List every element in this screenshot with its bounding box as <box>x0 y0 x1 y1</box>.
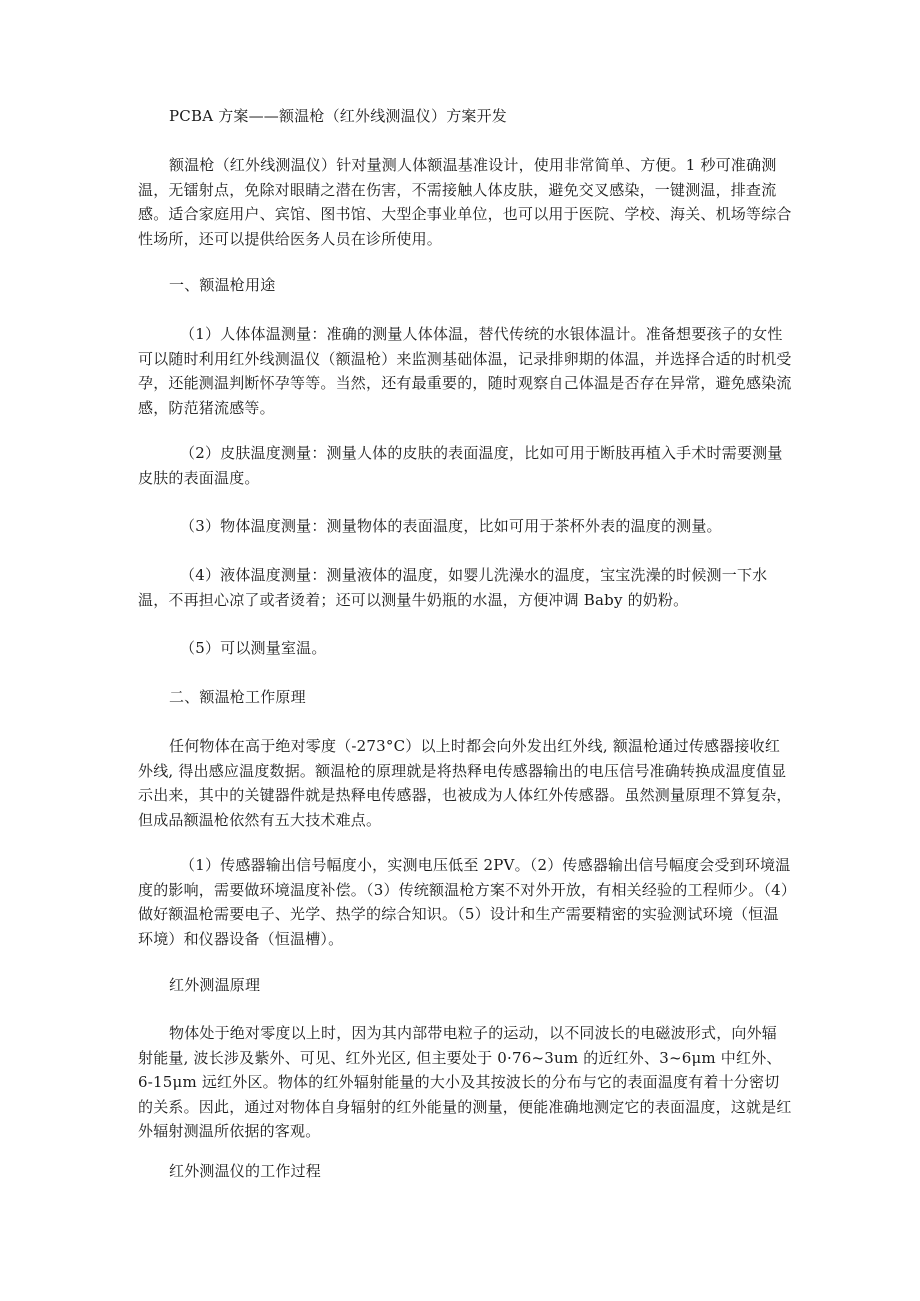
use-item-room-temp: （5）可以测量室温。 <box>180 639 327 657</box>
use-item-liquid-temp: （4）液体温度测量：测量液体的温度，如婴儿洗澡水的温度，宝宝洗澡的时候测一下水温，不再担心凉了或者烫着；还可以测量牛奶瓶的水温，方便冲调 Baby 的奶粉。 <box>138 566 768 609</box>
section-heading-ir-principle: 红外测温原理 <box>169 976 261 994</box>
use-item-skin-temp: （2）皮肤温度测量：测量人体的皮肤的表面温度，比如可用于断肢再植入手术时需要测量皮肤的表面温度。 <box>138 444 783 487</box>
intro-paragraph: 额温枪（红外线测温仪）针对量测人体额温基准设计，使用非常简单、方便。1 秒可准确测温，无镭射点，免除对眼睛之潜在伤害，不需接触人体皮肤，避免交叉感染，一键测温，排查流感。适合家庭用户、宾馆、图书馆、大型企事业单位，也可以用于医院、学校、海关、机场等综合性场所，还可以提供给医务人员在诊所使用。 <box>138 156 792 248</box>
technical-difficulties-paragraph: （1）传感器输出信号幅度小，实测电压低至 2PV。（2）传感器输出信号幅度会受到环境温度的影响，需要做环境温度补偿。（3）传统额温枪方案不对外开放，有相关经验的工程师少。（4）做好额温枪需要电子、光学、热学的综合知识。（5）设计和生产需要精密的实验测试环境（恒温环境）和仪器设备（恒温槽）。 <box>138 856 791 948</box>
section-heading-uses: 一、额温枪用途 <box>169 276 276 294</box>
principle-paragraph: 任何物体在高于绝对零度（-273°C）以上时都会向外发出红外线, 额温枪通过传感器接收红外线, 得出感应温度数据。额温枪的原理就是将热释电传感器输出的电压信号准确转换成温度值显示出来，其中的关键器件就是热释电传感器，也被成为人体红外传感器。虽然测量原理不算复杂，但成品额温枪依然有五大技术难点。 <box>138 737 792 829</box>
document-title: PCBA 方案——额温枪（红外线测温仪）方案开发 <box>169 107 507 125</box>
use-item-body-temp: （1）人体体温测量：准确的测量人体体温，替代传统的水银体温计。准备想要孩子的女性可以随时利用红外线测温仪（额温枪）来监测基础体温，记录排卵期的体温，并选择合适的时机受孕，还能测温判断怀孕等等。当然，还有最重要的，随时观察自己体温是否存在异常，避免感染流感，防范猪流感等。 <box>138 325 792 417</box>
ir-principle-paragraph: 物体处于绝对零度以上时，因为其内部带电粒子的运动，以不同波长的电磁波形式，向外辐射能量, 波长涉及紫外、可见、红外光区, 但主要处于 0·76~3um 的近红外、3~6μm 中红外、6-15μm 远红外区。物体的红外辐射能量的大小及其按波长的分布与它的表面温度有着十分密切的关系。因此，通过对物体自身辐射的红外能量的测量，便能准确地测定它的表面温度，这就是红外辐射测温所依据的客观。 <box>138 1024 792 1140</box>
section-heading-principle: 二、额温枪工作原理 <box>169 688 306 706</box>
section-heading-working-process: 红外测温仪的工作过程 <box>169 1162 322 1180</box>
use-item-object-temp: （3）物体温度测量：测量物体的表面温度，比如可用于茶杯外表的温度的测量。 <box>180 517 722 535</box>
